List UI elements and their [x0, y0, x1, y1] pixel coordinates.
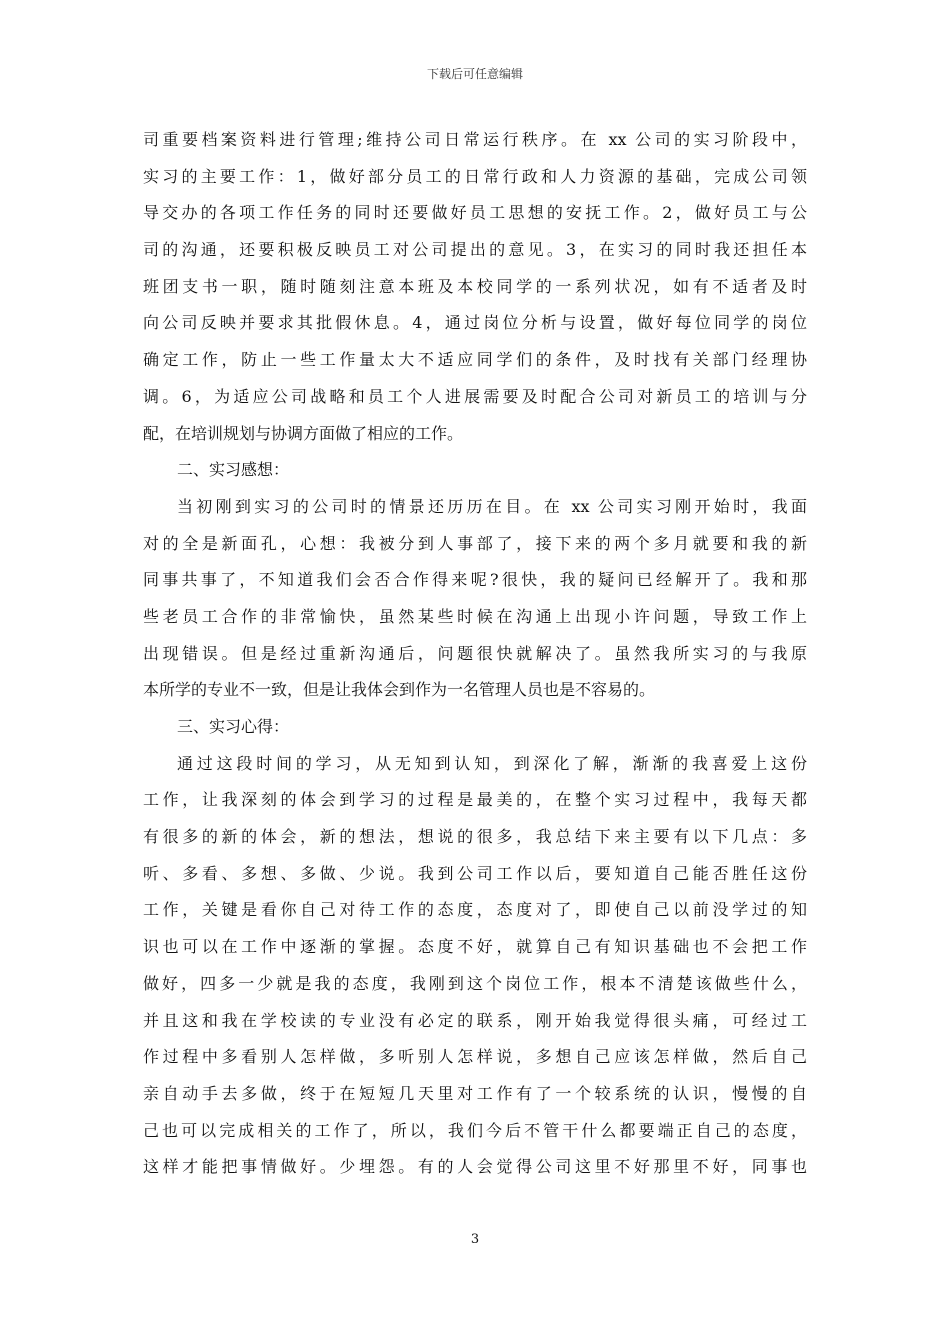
paragraph-line: 通过这段时间的学习，从无知到认知，到深化了解，渐渐的我喜爱上这份: [177, 753, 807, 773]
section-heading: 三、实习心得：: [177, 717, 290, 736]
paragraph-line: 出现错误。但是经过重新沟通后，问题很快就解决了。虽然我所实习的与我原: [143, 643, 807, 663]
paragraph-line: 识也可以在工作中逐渐的掌握。态度不好，就算自己有知识基础也不会把工作: [143, 937, 807, 957]
paragraph-line: 有很多的新的体会，新的想法，想说的很多，我总结下来主要有以下几点：多: [143, 827, 807, 847]
paragraph-line: 己也可以完成相关的工作了，所以，我们今后不管干什么都要端正自己的态度，: [143, 1120, 807, 1140]
paragraph-line: 并且这和我在学校读的专业没有必定的联系，刚开始我觉得很头痛，可经过工: [143, 1010, 807, 1030]
paragraph-line: 亲自动手去多做，终于在短短几天里对工作有了一个较系统的认识，慢慢的自: [143, 1083, 807, 1103]
paragraph-line: 听、多看、多想、多做、少说。我到公司工作以后，要知道自己能否胜任这份: [143, 863, 807, 883]
paragraph-line: 导交办的各项工作任务的同时还要做好员工思想的安抚工作。2，做好员工与公: [143, 203, 807, 223]
paragraph-line: 对的全是新面孔，心想：我被分到人事部了，接下来的两个多月就要和我的新: [143, 533, 807, 553]
page-number: 3: [470, 1232, 480, 1247]
paragraph-line: 作过程中多看别人怎样做，多听别人怎样说，多想自己应该怎样做，然后自己: [143, 1047, 807, 1067]
paragraph-line: 向公司反映并要求其批假休息。4，通过岗位分析与设置，做好每位同学的岗位: [143, 313, 807, 333]
paragraph-line: 这样才能把事情做好。少埋怨。有的人会觉得公司这里不好那里不好，同事也: [143, 1157, 807, 1177]
paragraph-line: 班团支书一职，随时随刻注意本班及本校同学的一系列状况，如有不适者及时: [143, 276, 807, 296]
paragraph-line: 配，在培训规划与协调方面做了相应的工作。: [143, 423, 464, 443]
paragraph-line: 工作，让我深刻的体会到学习的过程是最美的，在整个实习过程中，我每天都: [143, 790, 807, 810]
page-header: 下载后可任意编辑: [426, 67, 523, 81]
paragraph-line: 工作，关键是看你自己对待工作的态度，态度对了，即使自己以前没学过的知: [143, 900, 807, 920]
document-body: [143, 122, 807, 1186]
section-heading: 二、实习感想：: [177, 460, 290, 480]
paragraph-line: 确定工作，防止一些工作量太大不适应同学们的条件，及时找有关部门经理协: [143, 350, 807, 370]
paragraph-line: 调。6，为适应公司战略和员工个人进展需要及时配合公司对新员工的培训与分: [143, 386, 807, 406]
paragraph-line: 司的沟通，还要积极反映员工对公司提出的意见。3，在实习的同时我还担任本: [143, 240, 807, 260]
paragraph-line: 做好，四多一少就是我的态度，我刚到这个岗位工作，根本不清楚该做些什么，: [143, 973, 807, 993]
paragraph-line: 当初刚到实习的公司时的情景还历历在目。在 xx 公司实习刚开始时，我面: [177, 496, 807, 516]
paragraph-line: 实习的主要工作：1，做好部分员工的日常行政和人力资源的基础，完成公司领: [143, 166, 807, 186]
paragraph-line: 司重要档案资料进行管理;维持公司日常运行秩序。在 xx 公司的实习阶段中，: [143, 130, 807, 149]
paragraph-line: 同事共事了，不知道我们会否合作得来呢?很快，我的疑问已经解开了。我和那: [143, 570, 807, 590]
paragraph-line: 本所学的专业不一致，但是让我体会到作为一名管理人员也是不容易的。: [143, 680, 656, 700]
paragraph-line: 些老员工合作的非常愉快，虽然某些时候在沟通上出现小许问题，导致工作上: [143, 606, 807, 626]
